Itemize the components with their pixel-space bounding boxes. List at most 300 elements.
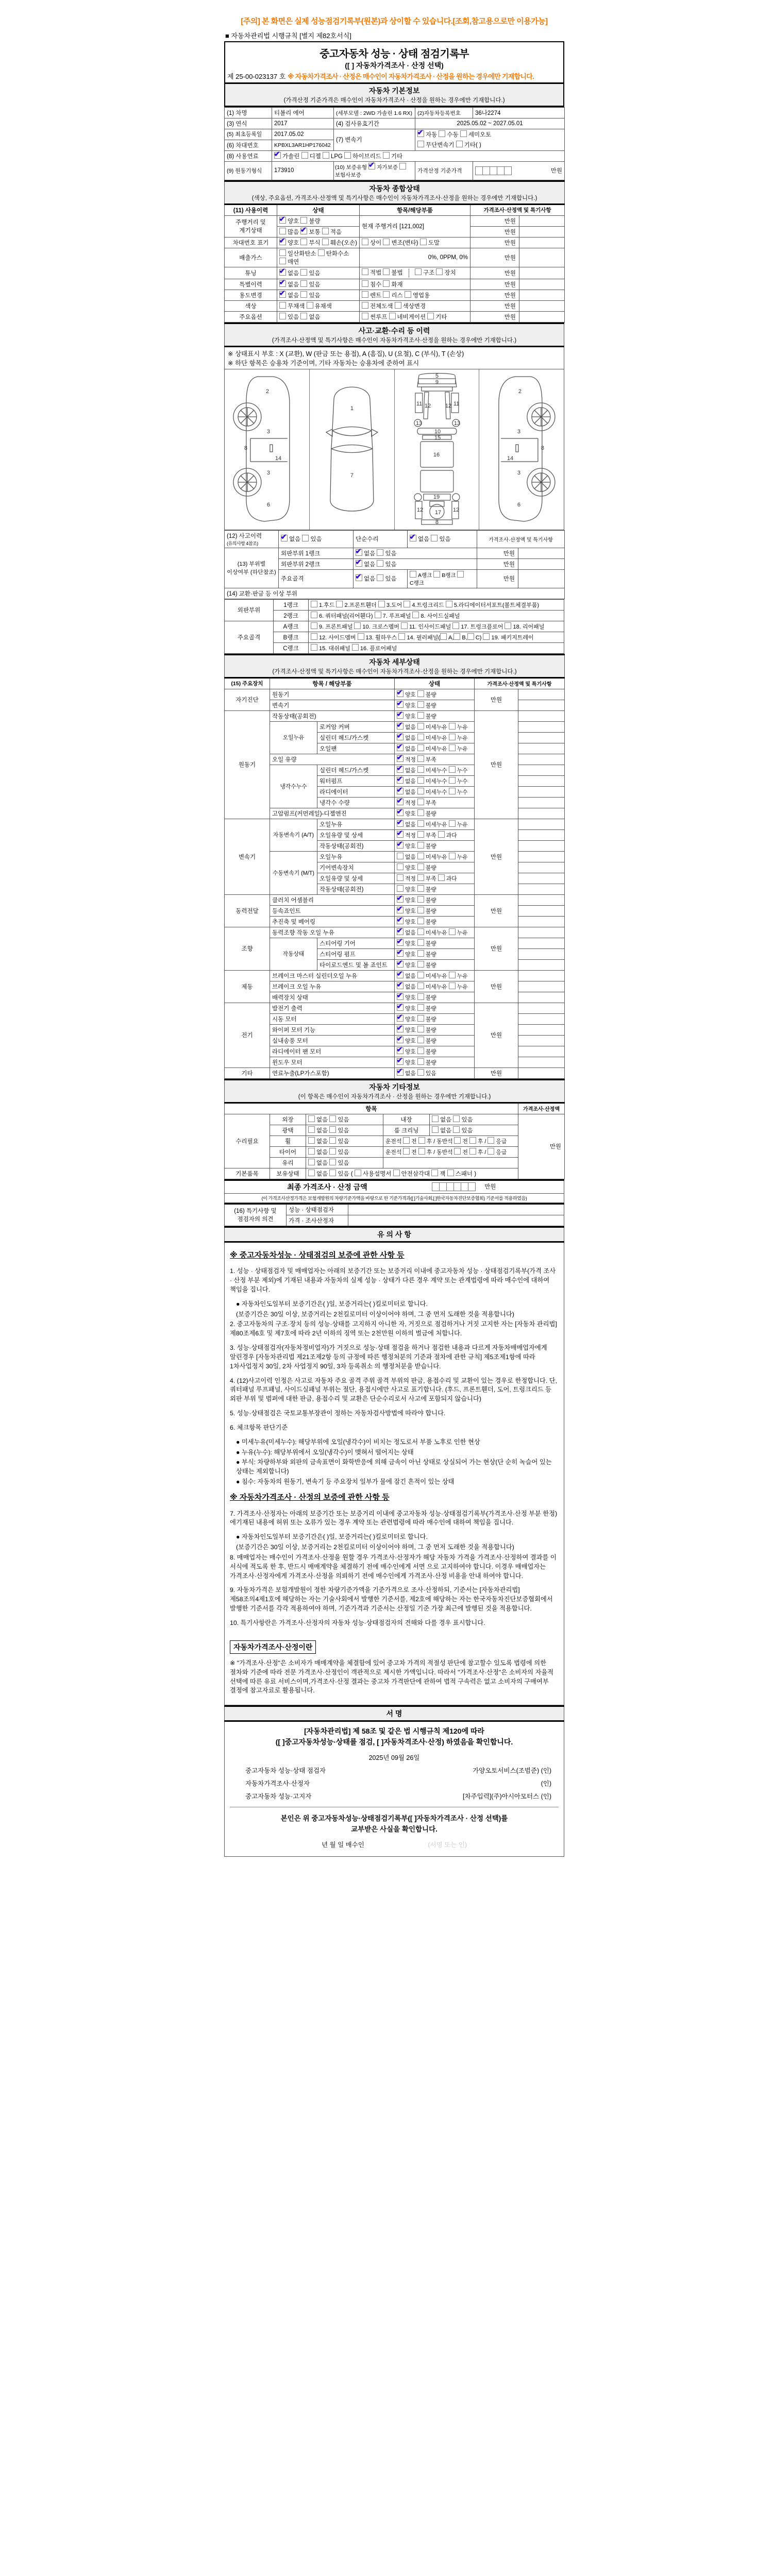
notice-paragraph: 3. 성능·상태점검자(자동차정비업자)가 거짓으로 성능·상태 점검을 하거나 점검한 내용과 다르게 자동차매매업자에게 알린경우 [자동차관리법 제21조제2항 등의 규정에 따른 행정처분의 기준과 절차에 관한 규칙] 제5조제1항에 따라 1차사업정지 30일, 2차 사업정지 90일, 3차 등록취소 의 행정처분을 받습니다.: [230, 1344, 547, 1370]
checkbox: [432, 1115, 439, 1122]
checkbox: [449, 777, 456, 784]
checkbox: [322, 239, 329, 245]
checkbox: [417, 950, 424, 957]
state-cell: ✔ 없음 미세누유 누유: [395, 927, 475, 938]
checkbox: [438, 831, 445, 838]
checkbox-checked: [279, 217, 286, 224]
detail-row: 시동 모터 ✔ 양호 불량: [225, 1013, 565, 1024]
svg-text:12: 12: [452, 506, 459, 513]
svg-text:7: 7: [350, 472, 354, 479]
checkbox: [395, 302, 401, 309]
checkbox-checked: [397, 1058, 404, 1065]
checkbox: [300, 269, 307, 276]
detail-row: 브레이크 오일 누유 ✔ 없음 미세누유 누유: [225, 981, 565, 992]
checkbox-checked: [397, 723, 404, 730]
state-cell: ✔ 양호 불량: [395, 1013, 475, 1024]
svg-text:14: 14: [275, 455, 282, 462]
notice-paragraph: ● 부식: 차량하부와 외판의 금속표면이 화학반응에 의해 금속이 아닌 상태로 상실되어 가는 현상(단 순히 녹슬어 있는 상태는 제외합니다): [236, 1459, 552, 1476]
checkbox-checked: [397, 734, 404, 740]
notice-paragraph: 8. 매매업자는 매수인이 가격조사·산정을 원할 경우 가격조사·산정자가 해당 자동차 가격을 가격조사·산정하여 결과를 이 서식에 적도록 한 후, 반드시 매매계약을 체결하기 전에 매수인에게 서면 으로 고지하여야 합니다. 이경우 매매업자는 가격조사·산정자에게 가격조사·산정을 의뢰하기 전에 매수인에게 가격조사·산정 비용을 안내 하여야 합니다.: [230, 1553, 557, 1580]
checkbox: [417, 1004, 424, 1011]
checkbox: [417, 853, 424, 859]
checkbox: [417, 863, 424, 870]
car-diagram-right-side: [479, 369, 564, 530]
checkbox: [431, 535, 438, 541]
repair-row: 타이어 없음 있음 운전석 전 후 / 동반석 전 후 / 응급: [225, 1146, 565, 1157]
checkbox: [417, 1069, 424, 1076]
checkbox: [417, 1026, 424, 1032]
checkbox: [344, 152, 351, 159]
checkbox-checked: [356, 560, 362, 567]
state-cell: ✔ 적정 부족 과다: [395, 829, 475, 840]
checkbox: [362, 280, 368, 287]
checkbox-checked: [279, 269, 286, 276]
svg-text:8: 8: [244, 445, 247, 451]
svg-text:6: 6: [517, 501, 521, 508]
svg-text:3: 3: [517, 469, 521, 476]
checkbox: [301, 152, 308, 159]
detail-row: 전기 발전기 출력 ✔ 양호 불량 만원: [225, 1003, 565, 1013]
notice-paragraph: 7. 가격조사·산정자는 아래의 보증기간 또는 보증거리 이내에 중고자동차 성능·상태점검기록부(가격조사·산정 부분 한정)에기재된 내용에 허위 또는 오류가 있는 경우 계약 또는 관련법령에 따라 매수인에 대하여 책임을 집니다.: [230, 1510, 558, 1527]
notice-table: [224, 1226, 564, 1706]
checkbox-checked: [397, 961, 404, 968]
checkbox: [417, 820, 424, 827]
checkbox: [449, 853, 456, 859]
state-cell: ✔ 양호 불량: [395, 808, 475, 819]
detail-row: 추진축 및 베어링 ✔ 양호 불량: [225, 916, 565, 927]
checkbox: [417, 1015, 424, 1022]
checkbox: [418, 1148, 425, 1155]
simple-repair-state: ✔ 없음 있음: [408, 530, 477, 548]
state-cell: ✔ 없음 미세누유 누유: [395, 732, 475, 743]
checkbox: [417, 777, 424, 784]
basic-items-row: 기본품목 보유상태 없음 있음 ( 사용설명서 안전삼각대 잭 스패너 ): [225, 1168, 565, 1179]
checkbox: [449, 734, 456, 740]
checkbox: [375, 612, 381, 618]
condition-col-amount: 가격조사·산정액 및 특기사항: [470, 204, 565, 215]
document-note: ※ 자동차가격조사 · 산정은 매수인이 자동차가격조사 · 산정을 원하는 경우에만 기재합니다.: [287, 73, 534, 80]
checkbox: [417, 982, 424, 989]
state-cell: 일산화탄소 탄화수소 매연: [277, 248, 360, 267]
notice-paragraph: 6. 체크항목 판단기준: [230, 1423, 288, 1431]
condition-row: 튜닝 ✔ 없음 있음 적법 불법 구조 장치 만원: [225, 267, 565, 279]
checkbox: [417, 874, 424, 881]
state-cell: 있음 없음: [277, 311, 360, 322]
checkbox: [397, 863, 404, 870]
condition-row: 용도변경 ✔ 없음 있음 렌트 리스 영업용 만원: [225, 290, 565, 300]
state-cell: ✔ 양호 불량: [395, 894, 475, 905]
checkbox: [311, 644, 317, 651]
checkbox: [383, 239, 390, 245]
checkbox: [417, 842, 424, 849]
panel-rank-row: 외판부위 1랭크 1.후드 2.프론트휀더 3.도어 4.트렁크리드 5.라디에이터서포트(볼트체결부품): [225, 599, 564, 610]
detail-row: 고압펌프(커먼레일)-디젤엔진 ✔ 양호 불량: [225, 808, 565, 819]
checkbox: [417, 993, 424, 1000]
checkbox: [417, 961, 424, 968]
field-label-fuel: (8) 사용연료: [225, 150, 272, 161]
detail-row: 원동기 작동상태(공회전) ✔ 양호 불량 만원: [225, 710, 565, 721]
svg-text:3: 3: [517, 428, 521, 435]
field-value-model-detail: (세부모델 : 2WD 가솔린 1.6 RX): [334, 108, 415, 118]
checkbox: [362, 239, 368, 245]
detail-row: 냉각수 수량 ✔ 적정 부족: [225, 797, 565, 808]
svg-text:13: 13: [453, 420, 460, 427]
state-cell: 적정 부족 과다: [395, 873, 475, 884]
state-cell: 양호 불량: [395, 884, 475, 894]
state-cell: ✔ 적정 부족: [395, 797, 475, 808]
checkbox-checked: [274, 152, 281, 159]
signature-row: 중고자동차 성능·상태 점검자 가양오토서비스(조범준) (인): [245, 1767, 551, 1775]
state-cell: ✔ 없음 미세누유 누유: [395, 819, 475, 829]
svg-text:13: 13: [415, 420, 422, 427]
state-cell: ✔ 없음 있음: [277, 279, 360, 290]
checkbox: [440, 633, 447, 640]
field-label-first-reg-date: (5) 최초등록일: [225, 129, 272, 140]
condition-table: [224, 180, 565, 323]
panel-rank-row: C랭크 15. 대쉬패널 16. 플로어패널: [225, 642, 564, 653]
checkbox: [399, 163, 406, 170]
sign-date: 2025년 09월 26일: [368, 1754, 420, 1762]
checkbox-checked: [397, 993, 404, 1000]
checkbox: [329, 1126, 336, 1133]
checkbox: [279, 302, 286, 309]
checkbox: [397, 885, 404, 892]
state-cell: ✔ 양호 불량: [395, 1057, 475, 1067]
checkbox: [300, 313, 307, 319]
checkbox: [383, 268, 390, 275]
checkbox: [300, 291, 307, 298]
checkbox: [311, 601, 317, 607]
detail-row: 수동변속기 (M/T) 오일누유 없음 미세누유 누유: [225, 851, 565, 862]
field-label-reg-number: (2)자동차등록번호: [415, 108, 473, 118]
checkbox: [417, 723, 424, 730]
checkbox-checked: [279, 280, 286, 287]
detail-row: 오일 유량 ✔ 적정 부족: [225, 754, 565, 765]
sign-table: [224, 1705, 564, 1857]
notice-paragraph: ● 침수: 자동차의 원동기, 변속기 등 주요장치 일부가 물에 잠긴 흔적이 있는 상태: [236, 1478, 455, 1485]
checkbox: [362, 291, 368, 298]
checkbox: [454, 1137, 461, 1144]
final-price-note: (이 가격조사산정가격은 보험개발원의 차량기준가액을 바탕으로 한 기준가격과([ ]기술사회,[ ]한국자동차진단보증협회) 기준서를 적용하였음): [225, 1193, 564, 1202]
detail-row: 워터펌프 ✔ 없음 미세누수 누수: [225, 775, 565, 786]
condition-row: 배출가스 일산화탄소 탄화수소 매연 0%, 0PPM, 0% 만원: [225, 248, 565, 267]
state-cell: ✔ 양호 불량: [395, 710, 475, 721]
checkbox-checked: [397, 831, 404, 838]
buyer-confirm-line2: 교부받은 사실을 확인합니다.: [351, 1825, 438, 1833]
field-value-car-name: 티볼리 에어: [272, 108, 334, 118]
other-info-table: [224, 1079, 565, 1179]
checkbox: [358, 633, 364, 640]
field-label-warranty: (10) 보증유형: [335, 164, 367, 171]
section-other-info: 자동차 기타정보 (이 항목은 매수인이 자동차가격조사 · 산정을 원하는 경우에만 기재합니다.): [225, 1079, 565, 1103]
car-diagram-row: [225, 369, 564, 530]
svg-text:6: 6: [266, 501, 270, 508]
exchange-panel-label: (14) 교환·판금 등 이상 부위: [225, 588, 565, 599]
checkbox-checked: [397, 1015, 404, 1022]
price-unit-label: 만원: [550, 167, 562, 174]
checkbox-checked: [397, 939, 404, 946]
svg-text:8: 8: [435, 519, 439, 526]
detail-row: 기어변속장치 양호 불량: [225, 862, 565, 873]
checkbox: [383, 291, 390, 298]
checkbox: [322, 228, 329, 234]
detail-col-state: 상태: [395, 677, 475, 689]
state-cell: ✔ 양호 불량: [395, 916, 475, 927]
checkbox: [453, 1126, 460, 1133]
checkbox: [311, 633, 317, 640]
field-label-transmission: (7) 변속기: [334, 129, 415, 151]
remarks-inspector-label: 성능 · 상태점검자: [287, 1204, 348, 1215]
state-cell: ✔양호 불량: [277, 215, 360, 226]
checkbox: [308, 1126, 315, 1133]
car-diagram-underbody: [395, 369, 480, 530]
notice-paragraph: ● 자동차인도일부터 보증기간은( )일, 보증거리는( )킬로미터로 합니다.: [236, 1300, 428, 1308]
repair-row: 광택 없음 있음 룸 크리닝 없음 있음: [225, 1125, 565, 1136]
checkbox: [467, 633, 474, 640]
checkbox-checked: [397, 928, 404, 935]
checkbox: [401, 622, 408, 629]
checkbox: [417, 809, 424, 816]
field-label-car-name: (1) 차명: [225, 108, 272, 118]
notice-heading: ※ 중고자동차성능 · 상태점검의 보증에 관한 사항 등: [230, 1250, 405, 1260]
checkbox: [417, 928, 424, 935]
state-cell: ✔ 양호 불량: [395, 1003, 475, 1013]
svg-text:3: 3: [266, 469, 270, 476]
field-value-inspection-period: 2025.05.02 ~ 2027.05.01: [415, 118, 565, 129]
checkbox: [412, 612, 419, 618]
checkbox-checked: [397, 712, 404, 719]
warranty-options: ✔ 자가보증 보험사보증: [335, 164, 408, 178]
detail-row: 와이퍼 모터 기능 ✔ 양호 불량: [225, 1024, 565, 1035]
checkbox: [318, 249, 325, 256]
detail-row: 변속기 ✔ 양호 불량: [225, 700, 565, 710]
state-cell: ✔ 없음 미세누유 누유: [395, 981, 475, 992]
section-detail: 자동차 세부상태 (가격조사·산정액 및 특기사항은 매수인이 자동차가격조사·산정을 원하는 경우에만 기재합니다.): [225, 654, 565, 677]
detail-row: 오일유량 및 상세 ✔ 적정 부족 과다: [225, 829, 565, 840]
checkbox: [362, 313, 368, 319]
checkbox: [483, 633, 490, 640]
checkbox-checked: [397, 788, 404, 794]
checkbox: [417, 907, 424, 913]
svg-text:1: 1: [350, 405, 354, 412]
checkbox-checked: [397, 809, 404, 816]
notice-paragraph: 1. 성능 · 상태점검자 및 매매업자는 아래의 보증기간 또는 보증거리 이내에 중고자동차 성능 · 상태점검기록부(가격 조사 · 산정 부분 제외)에 기재된 내용과 자동차의 실제 성능 · 상태가 다른 경우 계약 또는 관계법령에 따라 매수인에 대하여 책임을 집니다.: [230, 1267, 556, 1293]
final-price-digit-boxes: [432, 1182, 476, 1191]
checkbox-checked: [397, 950, 404, 957]
notice-paragraph: ● 미세누유(미세누수): 해당부위에 오일(냉각수)이 비치는 정도로서 부품 노후로 인한 현상: [236, 1438, 480, 1446]
checkbox: [362, 268, 368, 275]
checkbox: [336, 601, 343, 607]
price-appraisal-box-text: ※ "가격조사·산정"은 소비자가 매매계약을 체결함에 있어 중고차 가격의 적절성 판단에 참고할수 있도록 법령에 의한 절차와 기준에 따라 전문 가격조사·산정인이 객관적으로 제시한 가액입니다. 따라서 "가격조사·산정"은 소비자의 자율적 선택에 따른 유료 서비스이며,가격조사·산정 결과는 중고차 가격판단에 관하여 법적 구속력은 없고 소비자의 구매여부 결정에 참고자료로 활용됩니다.: [230, 1659, 554, 1694]
checkbox: [403, 1137, 410, 1144]
checkbox: [417, 1037, 424, 1043]
checkbox: [420, 239, 427, 245]
notice-heading: ※ 자동차가격조사 · 산정의 보증에 관한 사항 등: [230, 1493, 390, 1502]
checkbox: [454, 1148, 461, 1155]
checkbox: [456, 141, 463, 147]
panel-rank-row: 주요골격 A랭크 9. 프론트패널 10. 크로스멤버 11. 인사이드패널 17. 트렁크플로어 18. 리어패널: [225, 621, 564, 632]
svg-text:16: 16: [433, 451, 440, 458]
svg-text:10: 10: [434, 428, 441, 435]
checkbox: [323, 152, 329, 159]
checkbox: [415, 268, 422, 275]
checkbox: [397, 874, 404, 881]
checkbox-checked: [279, 239, 286, 245]
state-cell: ✔ 양호 불량: [395, 992, 475, 1003]
state-cell: ✔ 양호 불량: [395, 948, 475, 959]
checkbox-checked: [397, 799, 404, 805]
checkbox: [469, 1137, 476, 1144]
checkbox-checked: [397, 701, 404, 708]
state-cell: ✔ 없음 미세누수 누수: [395, 775, 475, 786]
inspection-document: [224, 15, 564, 1857]
detail-row: 동력전달 클러치 어셈블리 ✔ 양호 불량 만원: [225, 894, 565, 905]
checkbox: [417, 690, 424, 697]
state-cell: ✔ 양호 불량: [395, 905, 475, 916]
checkbox: [449, 723, 456, 730]
detail-row: 라디에이터 ✔ 없음 미세누수 누수: [225, 786, 565, 797]
price-digit-boxes: [475, 166, 512, 175]
state-cell: ✔ 없음 미세누유 누유: [395, 970, 475, 981]
checkbox: [354, 622, 361, 629]
rank-table: [224, 599, 564, 654]
state-cell: ✔ 없음 있음: [395, 1067, 475, 1078]
checkbox-checked: [397, 755, 404, 762]
section-condition: 자동차 종합상태 (색상, 주요옵션, 가격조사·산정액 및 특기사항은 매수인이 자동차가격조사·산정을 원하는 경우에만 기재합니다.): [225, 181, 565, 204]
sign-confirm-line2: ([ ]중고자동차성능·상태를 점검, [ ]자동차격조사·산정) 하였음을 확인합니다.: [275, 1738, 513, 1747]
checkbox: [377, 549, 383, 556]
checkbox-checked: [397, 820, 404, 827]
svg-text:5: 5: [435, 372, 439, 379]
notice-paragraph: (보증기간은 30일 이상, 보증거리는 2천킬로미터 이상이어야 하며, 그 중 먼저 도래한 것을 적용합니다): [236, 1310, 514, 1318]
notice-paragraph: ● 자동차인도일부터 보증기간은( )일, 보증거리는( )킬로미터로 합니다.: [236, 1533, 428, 1541]
svg-text:12: 12: [445, 402, 451, 409]
svg-text:19: 19: [433, 494, 440, 500]
checkbox: [405, 291, 411, 298]
checkbox: [457, 571, 464, 578]
checkbox: [449, 972, 456, 978]
repair-row: 수리필요 외장 없음 있음 내장 없음 있음 만원: [225, 1114, 565, 1125]
rank-check-row: 주요골격 ✔ 없음 있음 A랭크 B랭크 C랭크 만원: [225, 569, 565, 588]
field-value-engine-type: 173910: [272, 161, 334, 180]
svg-text:9: 9: [435, 379, 439, 385]
page-subtitle: ([ ] 자동차가격조사 · 산정 선택): [345, 61, 444, 70]
notice-body: [225, 1243, 564, 1705]
checkbox: [438, 874, 445, 881]
checkbox-checked: [300, 228, 307, 234]
checkbox-checked: [397, 907, 404, 913]
field-value-vin: KPBXL3AR1HP176042: [272, 140, 334, 150]
detail-row: 스티어링 펌프 ✔ 양호 불량: [225, 948, 565, 959]
checkbox: [417, 939, 424, 946]
detail-row: 변속기 자동변속기 (A/T) 오일누유 ✔ 없음 미세누유 누유 만원: [225, 819, 565, 829]
checkbox: [307, 302, 313, 309]
checkbox: [417, 701, 424, 708]
repair-row: 유리 없음 있음: [225, 1157, 565, 1168]
fuel-options: ✔ 가솔린 디젤 LPG 하이브리드 기타: [272, 150, 565, 161]
checkbox: [279, 258, 286, 264]
accident-history-label: (12) 사고이력 (유의사항 4참조): [225, 530, 279, 548]
checkbox: [308, 1148, 315, 1155]
detail-row: 윈도우 모터 ✔ 양호 불량: [225, 1057, 565, 1067]
notice-paragraph: 2. 중고자동차의 구조·장치 등의 성능·상태를 고지하지 아니한 자, 거짓으로 점검하거나 거짓 고지한 자는 [자동차 관리법] 제80조제6호 및 제7호에 따라 2년 이하의 징역 또는 2천만원 이하의 벌금에 처합니다.: [230, 1320, 557, 1337]
checkbox-checked: [279, 291, 286, 298]
detail-col-item: 항목 / 해당부품: [270, 677, 395, 689]
accident-table: [224, 323, 564, 530]
state-cell: 무채색 유채색: [277, 300, 360, 311]
rank-check-row: 외판부위 2랭크 ✔ 없음 있음 만원: [225, 558, 565, 569]
state-cell: ✔ 없음 미세누수 누수: [395, 786, 475, 797]
price-appraisal-box-title: 자동차가격조사·산정이란: [230, 1640, 316, 1654]
svg-text:11: 11: [416, 400, 422, 407]
detail-row: 작동상태 스티어링 기어 ✔ 양호 불량: [225, 938, 565, 948]
checkbox-checked: [356, 574, 362, 581]
checkbox: [393, 1170, 400, 1176]
remarks-label: (16) 특기사항 및 점검자의 의견: [225, 1204, 287, 1226]
signature-row: 중고자동차 성능·고지자 [차주입력](주)아시아모터스 (인): [245, 1793, 551, 1801]
checkbox: [279, 313, 286, 319]
checkbox: [398, 633, 405, 640]
checkbox: [452, 622, 459, 629]
checkbox: [431, 1170, 438, 1176]
field-value-first-reg-date: 2017.05.02: [272, 129, 334, 140]
final-price-unit: 만원: [484, 1183, 496, 1190]
checkbox-checked: [397, 690, 404, 697]
checkbox: [417, 972, 424, 978]
field-label-base-price: 가격산정 기준가격: [415, 161, 473, 180]
checkbox: [488, 1148, 494, 1155]
svg-text:17: 17: [434, 509, 441, 516]
detail-row: 제동 브레이크 마스터 실린더오일 누유 ✔ 없음 미세누유 누유 만원: [225, 970, 565, 981]
checkbox: [449, 820, 456, 827]
field-value-year: 2017: [272, 118, 334, 129]
detail-row: 오일누유 로커암 커버 ✔ 없음 미세누유 누유: [225, 721, 565, 732]
state-cell: ✔ 없음 있음: [277, 267, 360, 279]
checkbox: [308, 1170, 315, 1176]
main-form-table: [224, 41, 564, 107]
checkbox-checked: [397, 777, 404, 784]
checkbox: [377, 560, 383, 567]
detail-row: 오일팬 ✔ 없음 미세누유 누유: [225, 743, 565, 754]
detail-row: 실내송풍 모터 ✔ 양호 불량: [225, 1035, 565, 1046]
checkbox: [449, 788, 456, 794]
svg-text:3: 3: [266, 428, 270, 435]
state-cell: ✔ 없음 있음: [277, 290, 360, 300]
repair-row: 휠 없음 있음 운전석 전 후 / 동반석 전 후 / 응급: [225, 1136, 565, 1146]
checkbox: [432, 1126, 439, 1133]
remarks-appraiser-value: [348, 1215, 564, 1226]
checkbox-checked: [368, 163, 375, 170]
checkbox-checked: [397, 1004, 404, 1011]
checkbox: [427, 313, 434, 319]
detail-row: 조향 동력조향 작동 오일 누유 ✔ 없음 미세누유 누유 만원: [225, 927, 565, 938]
state-code-legend: ※ 상태표시 부호 : X (교환), W (판금 또는 용접), A (흠집), U (요철), C (부식), T (손상) ※ 하단 항목은 승용차 기준이며, 기타 자동차는 승용차에 준하여 표시: [225, 346, 564, 369]
sign-confirm-line1: [자동차관리법] 제 58조 및 같은 법 시행규칙 제120에 따라: [304, 1727, 484, 1736]
svg-text:14: 14: [507, 455, 514, 462]
checkbox: [383, 280, 390, 287]
checkbox: [355, 1170, 361, 1176]
condition-row: 주요옵션 있음 없음 썬루프 네비게이션 기타 만원: [225, 311, 565, 322]
state-cell: ✔ 적정 부족: [395, 754, 475, 765]
basic-info-table: [224, 107, 565, 180]
state-cell: ✔ 없음 미세누유 누유: [395, 743, 475, 754]
checkbox-checked: [397, 766, 404, 773]
rank-check-row: (13) 부위별 이상여부 (하단참조) 외판부위 1랭크 ✔ 없음 있음 만원: [225, 548, 565, 558]
checkbox-checked: [281, 535, 288, 541]
checkbox-checked: [417, 130, 424, 137]
condition-row: 차대번호 표기 ✔ 양호 부식 훼손(오손) 상이 변조(변타) 도말 만원: [225, 237, 565, 248]
checkbox: [439, 130, 445, 137]
